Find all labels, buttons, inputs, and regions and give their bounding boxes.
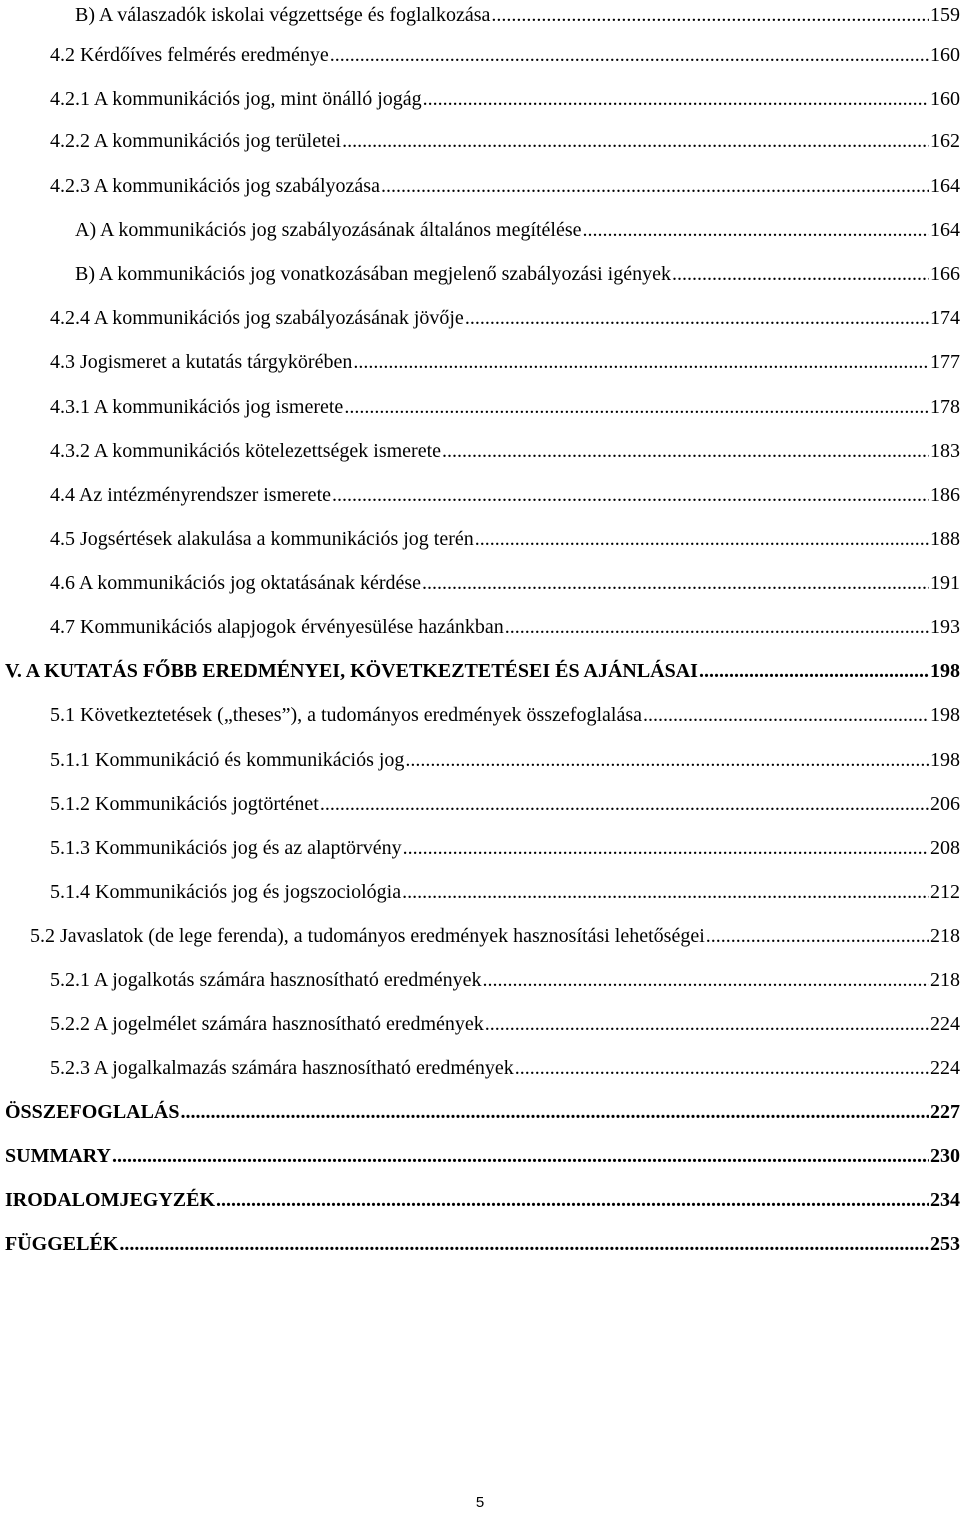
- toc-entry[interactable]: [50, 789, 960, 819]
- toc-dot-leader: [465, 303, 929, 333]
- toc-entry-title: V. A KUTATÁS FŐBB EREDMÉNYEI, KÖVETKEZTETÉSEI ÉS AJÁNLÁSAI: [5, 660, 698, 682]
- toc-entry[interactable]: [50, 965, 960, 995]
- toc-dot-leader: [403, 833, 929, 863]
- toc-entry[interactable]: [50, 126, 960, 156]
- toc-entry[interactable]: [50, 1009, 960, 1039]
- toc-entry[interactable]: [50, 40, 960, 70]
- toc-dot-leader: [491, 0, 929, 30]
- page-number: 5: [475, 1494, 485, 1511]
- toc-entry-title: 4.7 Kommunikációs alapjogok érvényesülése hazánkban: [50, 616, 504, 638]
- toc-entry-title: B) A kommunikációs jog vonatkozásában megjelenő szabályozási igények: [75, 263, 671, 285]
- toc-entry[interactable]: [50, 392, 960, 422]
- toc-dot-leader: [706, 921, 929, 951]
- toc-entry[interactable]: [50, 745, 960, 775]
- toc-dot-leader: [320, 789, 929, 819]
- toc-entry-title: B) A válaszadók iskolai végzettsége és foglalkozása: [75, 4, 491, 26]
- toc-entry-title: 4.3.1 A kommunikációs jog ismerete: [50, 396, 344, 418]
- toc-entry[interactable]: [50, 833, 960, 863]
- toc-dot-leader: [483, 965, 929, 995]
- toc-dot-leader: [475, 524, 929, 554]
- toc-entry-title: 5.2 Javaslatok (de lege ferenda), a tudományos eredmények hasznosítási lehetőségei: [30, 925, 705, 947]
- toc-entry-title: 4.2.3 A kommunikációs jog szabályozása: [50, 175, 380, 197]
- toc-dot-leader: [485, 1009, 929, 1039]
- toc-entry-page: 162: [930, 130, 960, 152]
- toc-dot-leader: [216, 1185, 929, 1215]
- toc-entry-page: 193: [930, 616, 960, 638]
- toc-entry-title: SUMMARY: [5, 1145, 111, 1167]
- toc-entry-page: 227: [930, 1101, 960, 1123]
- toc-dot-leader: [672, 259, 929, 289]
- toc-entry-page: 166: [930, 263, 960, 285]
- toc-dot-leader: [381, 171, 929, 201]
- toc-entry[interactable]: [50, 480, 960, 510]
- toc-dot-leader: [344, 392, 929, 422]
- toc-entry-title: FÜGGELÉK: [5, 1233, 119, 1255]
- toc-entry[interactable]: [50, 436, 960, 466]
- toc-entry-page: 191: [930, 572, 960, 594]
- toc-entry-page: 218: [930, 925, 960, 947]
- toc-entry-title: 4.3 Jogismeret a kutatás tárgykörében: [50, 351, 353, 373]
- toc-entry-page: 164: [930, 219, 960, 241]
- toc-dot-leader: [342, 126, 929, 156]
- toc-dot-leader: [505, 612, 929, 642]
- toc-dot-leader: [442, 436, 929, 466]
- toc-entry-page: 174: [930, 307, 960, 329]
- toc-entry-title: 4.6 A kommunikációs jog oktatásának kérdése: [50, 572, 422, 594]
- toc-entry-page: 183: [930, 440, 960, 462]
- toc-entry-title: 4.5 Jogsértések alakulása a kommunikációs jog terén: [50, 528, 474, 550]
- toc-entry[interactable]: [5, 1097, 960, 1127]
- toc-entry[interactable]: [50, 700, 960, 730]
- toc-entry-title: 4.2 Kérdőíves felmérés eredménye: [50, 44, 329, 66]
- toc-entry[interactable]: [5, 656, 960, 686]
- toc-entry-title: 4.2.4 A kommunikációs jog szabályozásának jövője: [50, 307, 464, 329]
- toc-dot-leader: [583, 215, 929, 245]
- toc-entry-title: 5.1.3 Kommunikációs jog és az alaptörvény: [50, 837, 402, 859]
- toc-entry[interactable]: [5, 1185, 960, 1215]
- toc-entry-page: 159: [930, 4, 960, 26]
- toc-entry-page: 164: [930, 175, 960, 197]
- toc-entry-page: 230: [930, 1145, 960, 1167]
- toc-dot-leader: [423, 84, 929, 114]
- toc-entry-title: 5.1.2 Kommunikációs jogtörténet: [50, 793, 319, 815]
- toc-entry[interactable]: [50, 171, 960, 201]
- toc-entry-page: 224: [930, 1057, 960, 1079]
- toc-dot-leader: [353, 347, 929, 377]
- toc-entry-title: 5.2.1 A jogalkotás számára hasznosítható eredmények: [50, 969, 482, 991]
- toc-dot-leader: [402, 877, 929, 907]
- toc-entry[interactable]: [75, 215, 960, 245]
- toc-entry-page: 218: [930, 969, 960, 991]
- toc-entry[interactable]: [5, 1141, 960, 1171]
- toc-entry-title: A) A kommunikációs jog szabályozásának általános megítélése: [75, 219, 582, 241]
- toc-dot-leader: [181, 1097, 929, 1127]
- toc-dot-leader: [515, 1053, 929, 1083]
- toc-entry[interactable]: [50, 84, 960, 114]
- toc-entry-page: 206: [930, 793, 960, 815]
- toc-entry-page: 198: [930, 704, 960, 726]
- toc-entry[interactable]: [75, 259, 960, 289]
- toc-entry-title: 5.1.4 Kommunikációs jog és jogszociológia: [50, 881, 402, 903]
- toc-entry-title: 4.3.2 A kommunikációs kötelezettségek ismerete: [50, 440, 442, 462]
- toc-entry[interactable]: [50, 877, 960, 907]
- toc-entry-page: 208: [930, 837, 960, 859]
- toc-entry[interactable]: [30, 921, 960, 951]
- toc-entry-page: 188: [930, 528, 960, 550]
- toc-dot-leader: [405, 745, 929, 775]
- toc-entry-page: 177: [930, 351, 960, 373]
- toc-entry-title: IRODALOMJEGYZÉK: [5, 1189, 216, 1211]
- toc-entry-title: 5.1.1 Kommunikáció és kommunikációs jog: [50, 749, 405, 771]
- toc-entry-title: 5.2.2 A jogelmélet számára hasznosítható eredmények: [50, 1013, 484, 1035]
- toc-dot-leader: [119, 1229, 929, 1259]
- toc-entry-page: 186: [930, 484, 960, 506]
- toc-entry-page: 198: [930, 660, 960, 682]
- toc-entry[interactable]: [50, 568, 960, 598]
- toc-entry-page: 212: [930, 881, 960, 903]
- toc-entry-title: ÖSSZEFOGLALÁS: [5, 1101, 180, 1123]
- toc-entry-title: 4.4 Az intézményrendszer ismerete: [50, 484, 331, 506]
- toc-entry[interactable]: [50, 1053, 960, 1083]
- toc-entry-page: 160: [930, 44, 960, 66]
- toc-entry[interactable]: [75, 0, 960, 30]
- toc-dot-leader: [112, 1141, 929, 1171]
- toc-entry[interactable]: [50, 612, 960, 642]
- toc-entry-page: 224: [930, 1013, 960, 1035]
- toc-entry-title: 5.2.3 A jogalkalmazás számára hasznosítható eredmények: [50, 1057, 514, 1079]
- toc-entry-page: 198: [930, 749, 960, 771]
- toc-entry[interactable]: [50, 303, 960, 333]
- toc-entry-page: 253: [930, 1233, 960, 1255]
- toc-entry-title: 4.2.2 A kommunikációs jog területei: [50, 130, 342, 152]
- toc-entry-page: 160: [930, 88, 960, 110]
- toc-entry-page: 234: [930, 1189, 960, 1211]
- toc-entry-title: 5.1 Következtetések („theses”), a tudományos eredmények összefoglalása: [50, 704, 642, 726]
- toc-dot-leader: [330, 40, 929, 70]
- toc-dot-leader: [699, 656, 929, 686]
- toc-entry[interactable]: [5, 1229, 960, 1259]
- toc-dot-leader: [643, 700, 929, 730]
- toc-entry[interactable]: [50, 347, 960, 377]
- toc-dot-leader: [422, 568, 929, 598]
- toc-entry-title: 4.2.1 A kommunikációs jog, mint önálló jogág: [50, 88, 422, 110]
- toc-dot-leader: [332, 480, 929, 510]
- toc-entry-page: 178: [930, 396, 960, 418]
- toc-entry[interactable]: [50, 524, 960, 554]
